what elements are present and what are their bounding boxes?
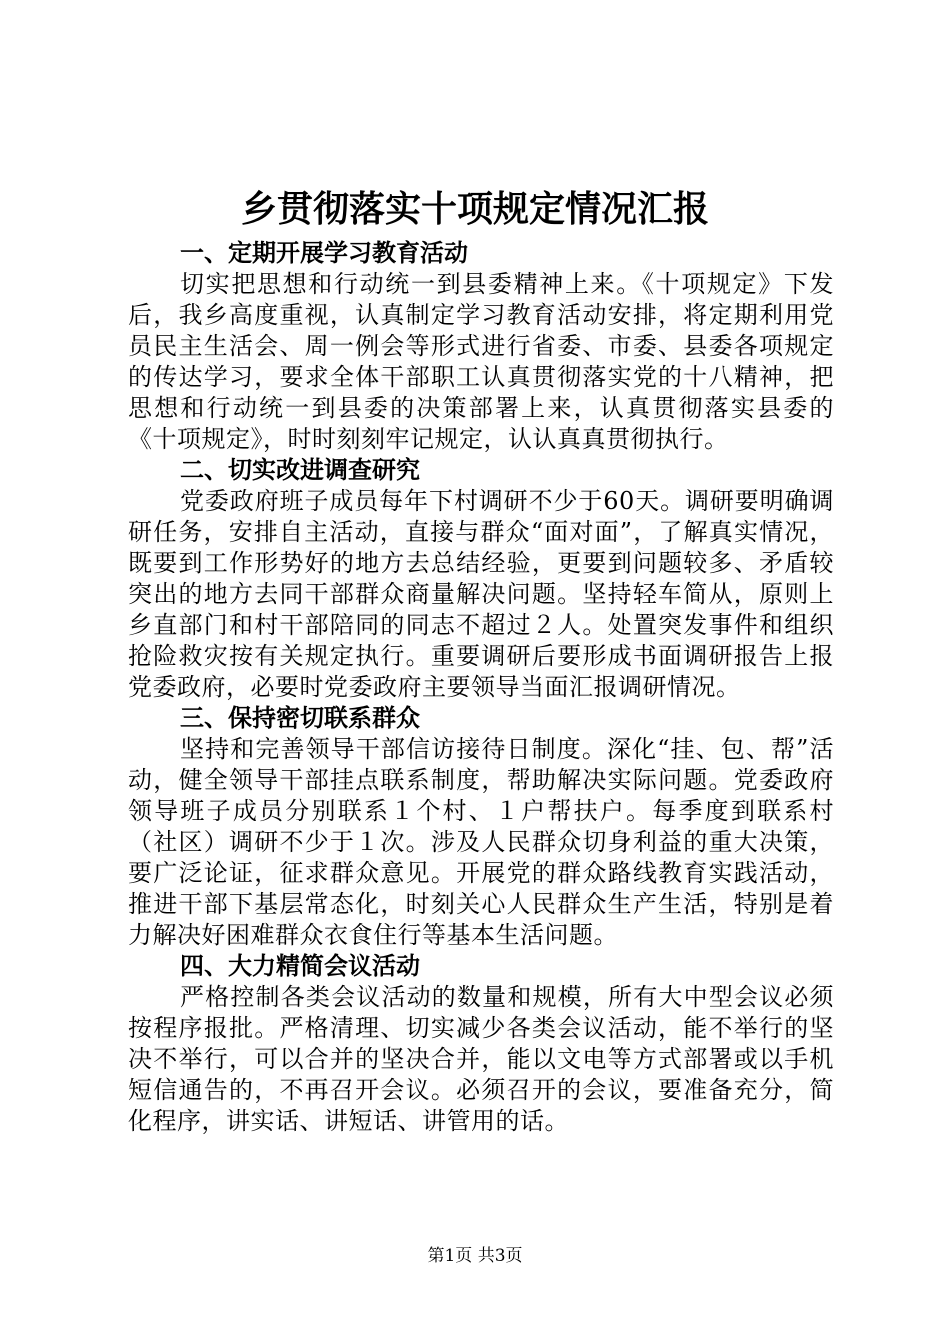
section-heading-3: 三、保持密切联系群众 — [180, 704, 420, 732]
section-paragraph-2: 党委政府班子成员每年下村调研不少于60天。调研要明确调研任务，安排自主活动，直接与群众“面对面”，了解真实情况，既要到工作形势好的地方去总结经验，更要到问题较多、矛盾较突出的地方去同干部群众商量解决问题。坚持轻车简从，原则上乡直部门和村干部陪同的同志不超过２人。处置突发事件和组织抢险救灾按有关规定执行。重要调研后要形成书面调研报告上报党委政府，必要时党委政府主要领导当面汇报调研情况。 — [128, 487, 834, 701]
section-heading-2: 二、切实改进调查研究 — [180, 456, 420, 484]
document-body — [128, 238, 834, 1137]
section-paragraph-1: 切实把思想和行动统一到县委精神上来。《十项规定》下发后，我乡高度重视，认真制定学习教育活动安排，将定期利用党员民主生活会、周一例会等形式进行省委、市委、县委各项规定的传达学习，要求全体干部职工认真贯彻落实党的十八精神，把思想和行动统一到县委的决策部署上来，认真贯彻落实县委的《十项规定》，时时刻刻牢记规定，认认真真贯彻执行。 — [128, 270, 834, 453]
section-paragraph-3: 坚持和完善领导干部信访接待日制度。深化“挂、包、帮”活动，健全领导干部挂点联系制度，帮助解决实际问题。党委政府领导班子成员分别联系１个村、１户帮扶户。每季度到联系村（社区）调研不少于１次。涉及人民群众切身利益的重大决策，要广泛论证，征求群众意见。开展党的群众路线教育实践活动，推进干部下基层常态化，时刻关心人民群众生产生活，特别是着力解决好困难群众衣食住行等基本生活问题。 — [128, 735, 834, 949]
section-heading-4: 四、大力精简会议活动 — [180, 952, 420, 980]
section-heading-1: 一、定期开展学习教育活动 — [180, 239, 468, 267]
document-title: 乡贯彻落实十项规定情况汇报 — [240, 189, 709, 230]
section-paragraph-4: 严格控制各类会议活动的数量和规模，所有大中型会议必须按程序报批。严格清理、切实减少各类会议活动，能不举行的坚决不举行，可以合并的坚决合并，能以文电等方式部署或以手机短信通告的，不再召开会议。必须召开的会议，要准备充分，简化程序，讲实话、讲短话、讲管用的话。 — [128, 983, 834, 1135]
page-footer: 第1页 共3页 — [427, 1246, 523, 1266]
